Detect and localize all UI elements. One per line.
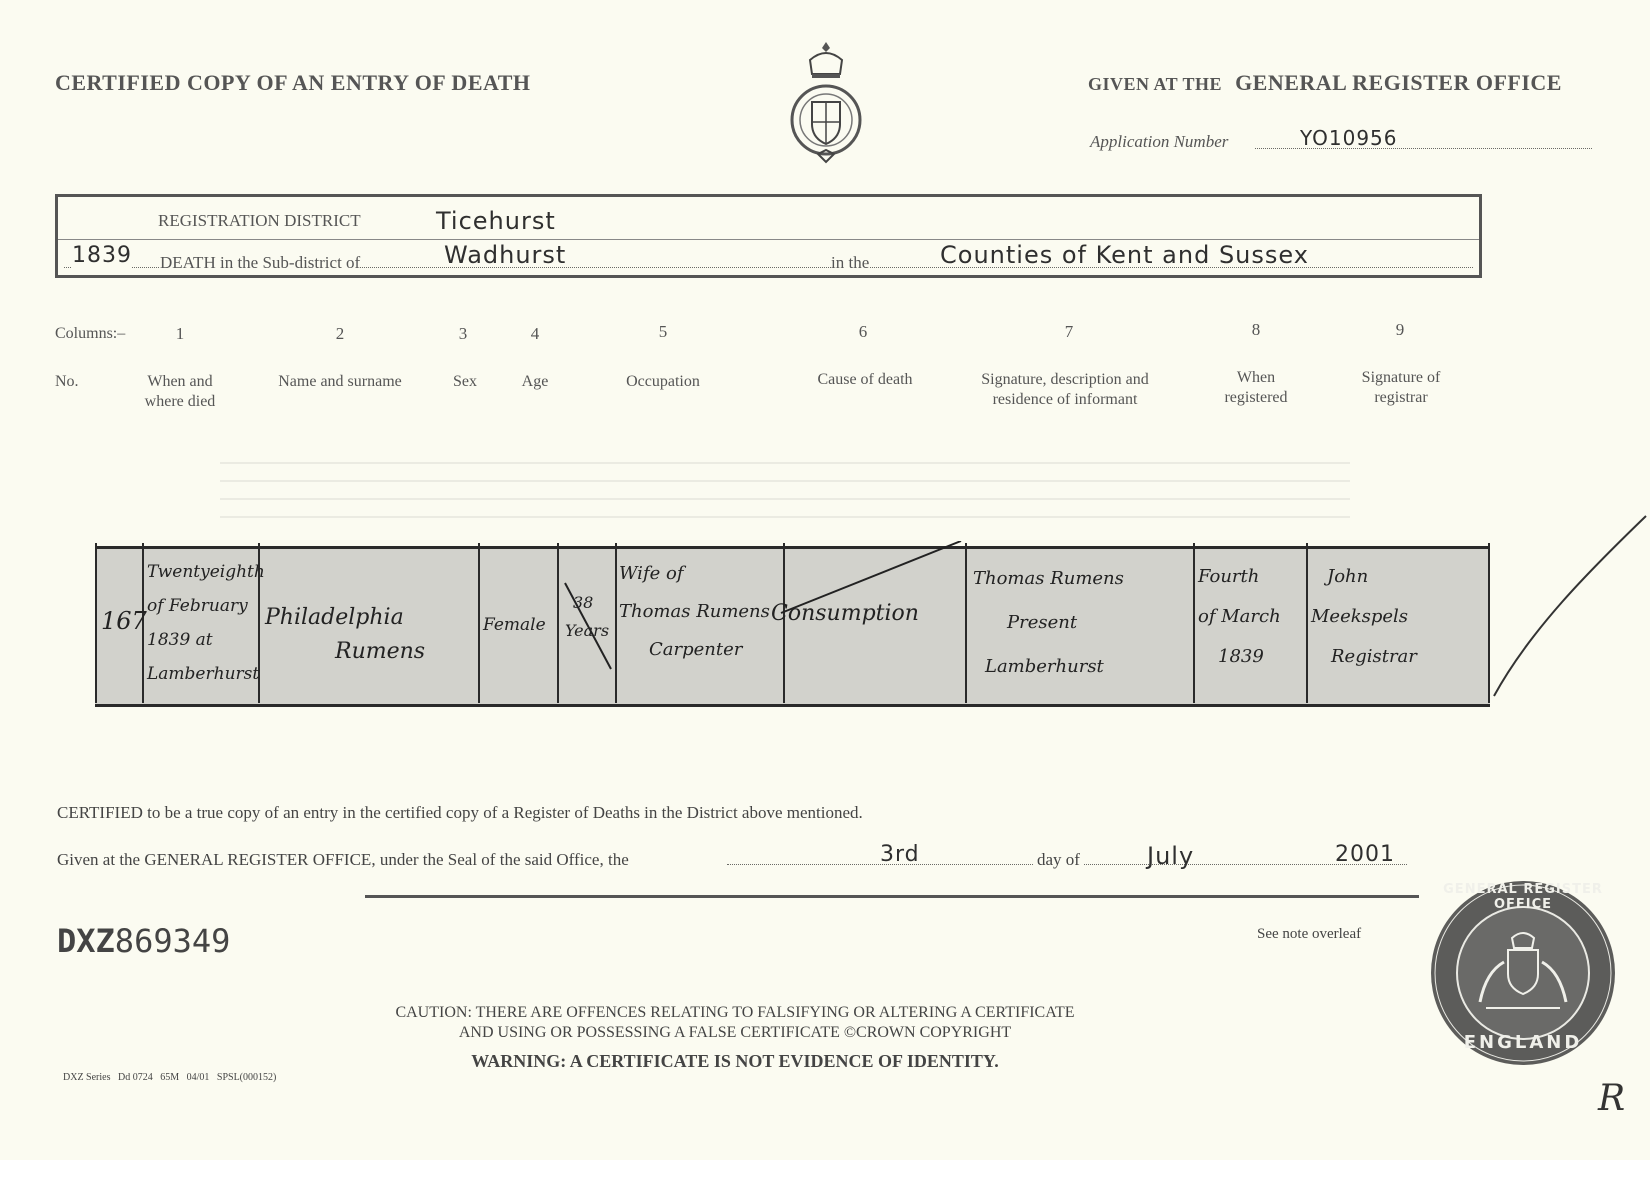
entry-when-registered xyxy=(1198,557,1281,712)
caution-line-1: CAUTION: THERE ARE OFFENCES RELATING TO FALSIFYING OR ALTERING A CERTIFICATE xyxy=(395,1004,1075,1021)
column-number-5: 5 xyxy=(658,322,668,341)
when-where-line-4: Lamberhurst xyxy=(147,664,260,684)
district-box xyxy=(55,194,1482,278)
signature-line xyxy=(365,895,1419,898)
handwritten-mark: R xyxy=(1598,1078,1626,1119)
column-number-9: 9 xyxy=(1395,320,1405,339)
column-heading-occupation: Occupation xyxy=(626,373,700,390)
column-heading-cause: Cause of death xyxy=(817,371,913,388)
royal-crest-icon xyxy=(788,38,864,168)
column-heading-name: Name and surname xyxy=(278,373,402,390)
column-number-3: 3 xyxy=(458,324,468,343)
when-where-line-3: 1839 at xyxy=(147,630,213,650)
column-heading-registrar: Signature of registrar xyxy=(1361,369,1441,406)
column-heading-when-where: When and where died xyxy=(144,373,216,410)
certification-year: 2001 xyxy=(1335,842,1395,867)
caution-text xyxy=(300,1003,1170,1043)
entry-registrar xyxy=(1311,557,1417,712)
county-value: Counties of Kent and Sussex xyxy=(940,241,1309,269)
occupation-line-3: Carpenter xyxy=(649,639,743,660)
registrar-first-name: John xyxy=(1327,566,1369,587)
registration-district-value: Ticehurst xyxy=(436,207,556,235)
column-number-1: 1 xyxy=(175,324,185,343)
column-heading-informant: Signature, description and residence of informant xyxy=(981,371,1149,408)
column-number-7: 7 xyxy=(1064,322,1074,341)
application-number-value: YO10956 xyxy=(1300,126,1398,150)
when-where-line-1: Twentyeighth xyxy=(147,562,265,582)
entry-cause: Consumption xyxy=(771,601,919,626)
show-through-text xyxy=(220,462,1350,522)
see-note-overleaf: See note overleaf xyxy=(1257,926,1362,942)
certification-day: 3rd xyxy=(880,842,920,867)
registered-day: Fourth xyxy=(1198,566,1260,587)
age-value: 38 xyxy=(573,593,594,612)
death-subdistrict-label: DEATH in the Sub-district of xyxy=(160,253,361,272)
sub-district-value: Wadhurst xyxy=(444,241,567,269)
occupation-line-1: Wife of xyxy=(619,563,684,584)
informant-name: Thomas Rumens xyxy=(973,568,1124,589)
certification-line-1: CERTIFIED to be a true copy of an entry in the certified copy of a Register of Deaths in the District above mentioned. xyxy=(57,803,863,822)
certification-prefix: Given at the GENERAL REGISTER OFFICE, under the Seal of the said Office, the xyxy=(57,850,633,870)
column-number-8: 8 xyxy=(1251,320,1261,339)
certification-line-2 xyxy=(57,842,1407,872)
death-year: 1839 xyxy=(72,243,132,268)
entry-number: 167 xyxy=(101,607,147,635)
name-first: Philadelphia xyxy=(265,605,404,630)
caution-line-2: AND USING OR POSSESSING A FALSE CERTIFICATE ©CROWN COPYRIGHT xyxy=(458,1024,1012,1041)
entry-when-where xyxy=(147,555,265,710)
entry-informant xyxy=(973,557,1124,712)
seal-text-bottom: ENGLAND xyxy=(1463,1032,1583,1053)
print-code: DXZ Series Dd 0724 65M 04/01 SPSL(000152) xyxy=(63,1072,277,1083)
given-at-label xyxy=(1088,70,1562,96)
warning-text: WARNING: A CERTIFICATE IS NOT EVIDENCE OF IDENTITY. xyxy=(471,1051,999,1071)
given-at-text: GIVEN AT THE xyxy=(1088,74,1223,94)
serial-number: 869349 xyxy=(114,922,231,960)
application-number-row xyxy=(1090,128,1592,154)
entry-occupation xyxy=(619,555,770,710)
informant-description: Present xyxy=(1007,612,1078,633)
registration-district-label: REGISTRATION DISTRICT xyxy=(158,211,361,230)
in-the-label: in the xyxy=(831,253,870,272)
day-of-label: day of xyxy=(1034,850,1083,870)
office-name: GENERAL REGISTER OFFICE xyxy=(1235,70,1562,95)
cancel-line xyxy=(1490,510,1650,700)
column-heading-when-registered: When registered xyxy=(1224,369,1288,406)
column-heading-no: No. xyxy=(55,373,79,390)
registrar-surname: Meekspels xyxy=(1311,606,1409,627)
registrar-title: Registrar xyxy=(1331,646,1417,667)
age-unit: Years xyxy=(565,621,610,640)
certificate-serial xyxy=(57,922,230,960)
registered-year: 1839 xyxy=(1218,646,1264,667)
column-number-6: 6 xyxy=(858,322,868,341)
application-number-label: Application Number xyxy=(1090,132,1229,151)
occupation-line-2: Thomas Rumens xyxy=(619,601,770,622)
entry-sex: Female xyxy=(483,615,546,635)
name-surname: Rumens xyxy=(335,639,426,664)
cause-strike-line xyxy=(771,541,971,696)
serial-prefix: DXZ xyxy=(57,922,115,960)
seal-text-top: GENERAL REGISTER OFFICE xyxy=(1443,882,1603,912)
column-number-2: 2 xyxy=(335,324,345,343)
certificate-title: CERTIFIED COPY OF AN ENTRY OF DEATH xyxy=(55,70,531,95)
entry-row xyxy=(95,546,1490,707)
entry-name xyxy=(265,601,425,756)
column-number-4: 4 xyxy=(530,324,540,343)
registered-month: of March xyxy=(1198,606,1281,627)
column-heading-age: Age xyxy=(521,373,549,390)
columns-label: Columns:– xyxy=(55,325,126,342)
age-strike-line xyxy=(559,549,615,704)
column-heading-sex: Sex xyxy=(453,373,477,390)
informant-residence: Lamberhurst xyxy=(985,656,1104,677)
when-where-line-2: of February xyxy=(147,596,248,616)
certification-month: July xyxy=(1147,842,1195,870)
